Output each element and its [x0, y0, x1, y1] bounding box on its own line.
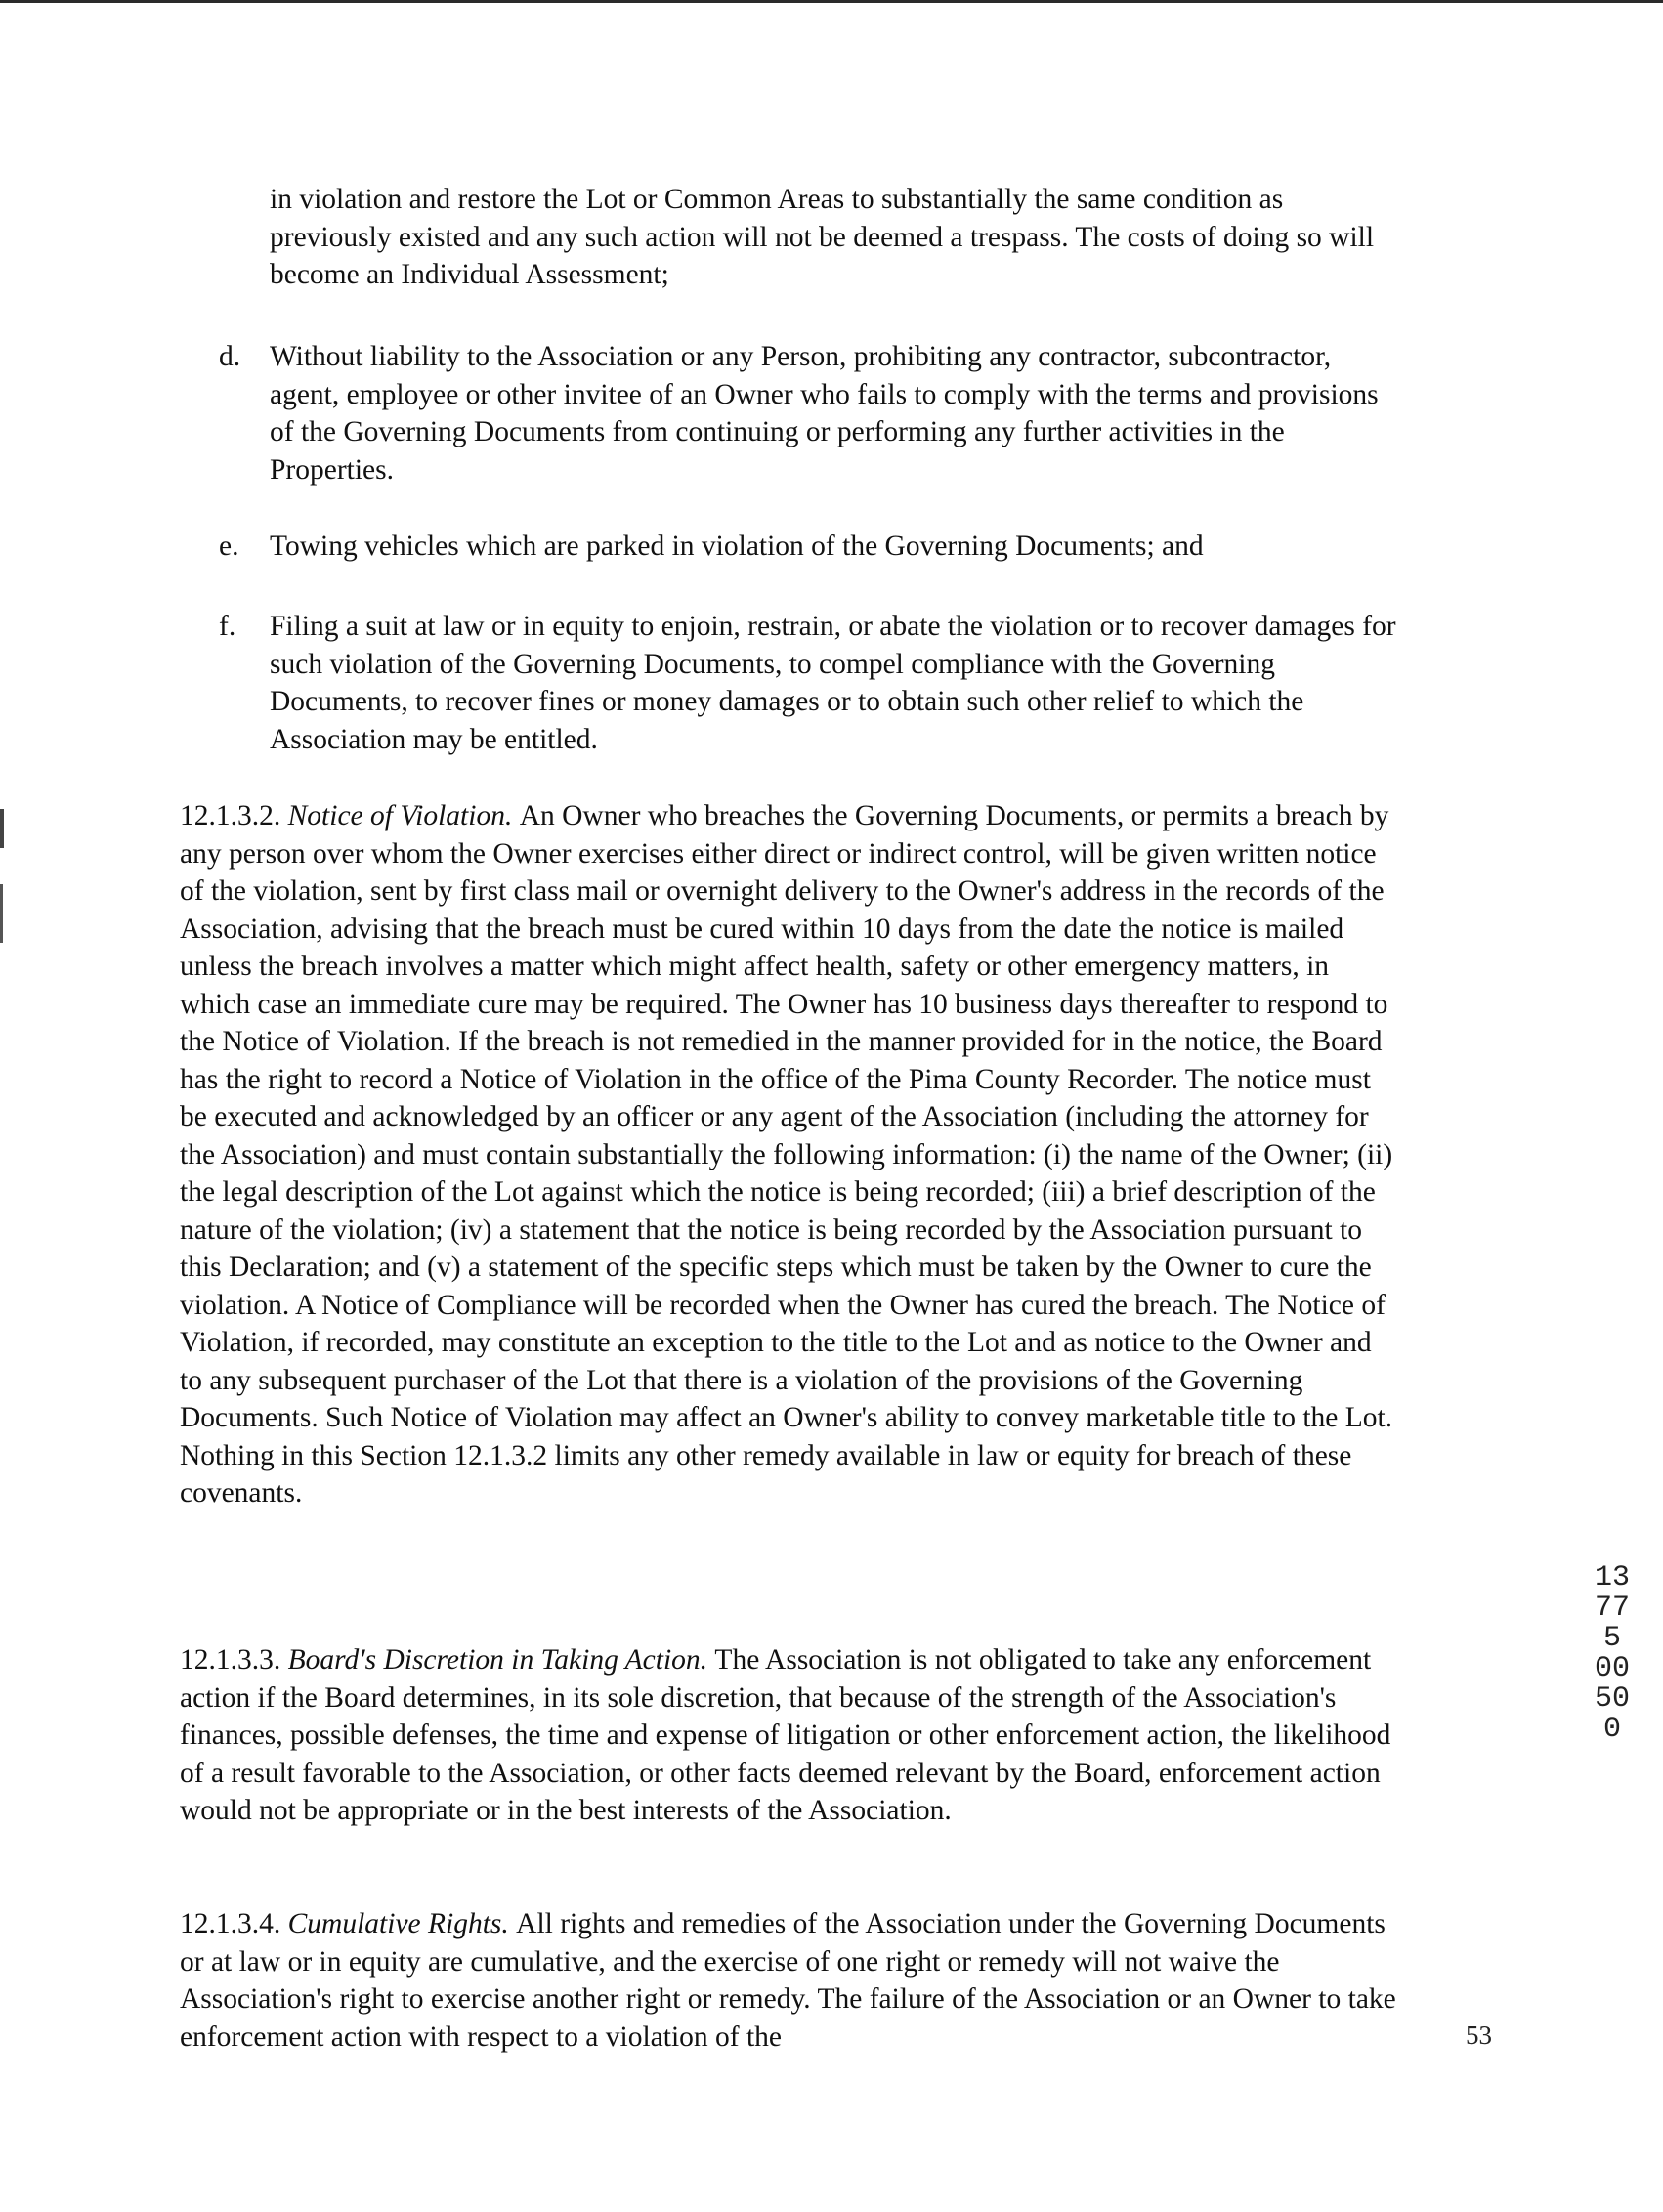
section-heading: Board's Discretion in Taking Action. — [287, 1644, 715, 1676]
section-text: An Owner who breaches the Governing Documents, or permits a breach by any person over whom the Owner exercises either direct or indirect control, will be given written notice of the violation, sent by first class mail or overnight delivery to the Owner's address in the records of the Association, advising that the breach must be cured within 10 days from the date the notice is mailed unless the breach involves a matter which might affect health, safety or other emergency matters, in which case an immediate cure may be required. The Owner has 10 business days thereafter to respond to the Notice of Violation. If the breach is not remedied in the manner provided for in the notice, the Board has the right to record a Notice of Violation in the office of the Pima County Recorder. The notice must be executed and acknowledged by an officer or any agent of the Association (including the attorney for the Association) and must contain substantially the following information: (i) the name of the Owner; (ii) the legal description of the Lot against which the notice is being recorded; (iii) a brief description of the nature of the violation; (iv) a statement that the notice is being recorded by the Association pursuant to this Declaration; and (v) a statement of the specific steps which must be taken by the Owner to cure the violation. A Notice of Compliance will be recorded when the Owner has cured the breach. The Notice of Violation, if recorded, may constitute an exception to the title to the Lot and as notice to the Owner and to any subsequent purchaser of the Lot that there is a violation of the provisions of the Governing Documents. Such Notice of Violation may affect an Owner's ability to convey marketable title to the Lot. Nothing in this Section 12.1.3.2 limits any other remedy available in law or equity for breach of these covenants. — [180, 800, 1393, 1509]
section-12-1-3-3 — [180, 1641, 1396, 1830]
scan-edge-left-mark — [0, 884, 3, 943]
section-number: 12.1.3.4. — [180, 1908, 288, 1939]
section-12-1-3-4 — [180, 1905, 1396, 2056]
scan-edge-top — [0, 0, 1663, 3]
section-12-1-3-2 — [180, 797, 1396, 1512]
recording-stamp: 13775 00500 — [1594, 1561, 1630, 1746]
list-marker: d. — [219, 341, 241, 372]
section-heading: Cumulative Rights. — [287, 1908, 517, 1939]
list-marker: f. — [219, 611, 236, 642]
continuation-paragraph: in violation and restore the Lot or Common Areas to substantially the same condition as previously existed and any such action will not be deemed a trespass. The costs of doing so will become an Individual Assessment; — [270, 184, 1375, 290]
list-marker: e. — [219, 531, 239, 562]
list-item-text: Without liability to the Association or any Person, prohibiting any contractor, subcontractor, agent, employee or other invitee of an Owner who fails to comply with the terms and provisions of the Governing Documents from continuing or performing any further activities in the Properties. — [270, 341, 1379, 486]
page-number: 53 — [1466, 2021, 1492, 2050]
list-item-text: Filing a suit at law or in equity to enjoin, restrain, or abate the violation or to recover damages for such violation of the Governing Documents, to compel compliance with the Governing Documents, to recover fines or money damages or to obtain such other relief to which the Association may be entitled. — [270, 611, 1396, 755]
list-item-text: Towing vehicles which are parked in violation of the Governing Documents; and — [270, 531, 1204, 562]
scan-edge-left-mark — [0, 809, 4, 848]
section-text: The Association is not obligated to take any enforcement action if the Board determines, in its sole discretion, that because of the strength of the Association's finances, possible defenses, the time and expense of litigation or other enforcement action, the likelihood of a result favorable to the Association, or other facts deemed relevant by the Board, enforcement action would not be appropriate or in the best interests of the Association. — [180, 1644, 1391, 1826]
section-heading: Notice of Violation. — [287, 800, 520, 831]
section-text: All rights and remedies of the Association under the Governing Documents or at law or in equity are cumulative, and the exercise of one right or remedy will not waive the Association's right to exercise another right or remedy. The failure of the Association or an Owner to take enforcement action with respect to a violation of the — [180, 1908, 1396, 2053]
section-number: 12.1.3.2. — [180, 800, 288, 831]
section-number: 12.1.3.3. — [180, 1644, 288, 1676]
